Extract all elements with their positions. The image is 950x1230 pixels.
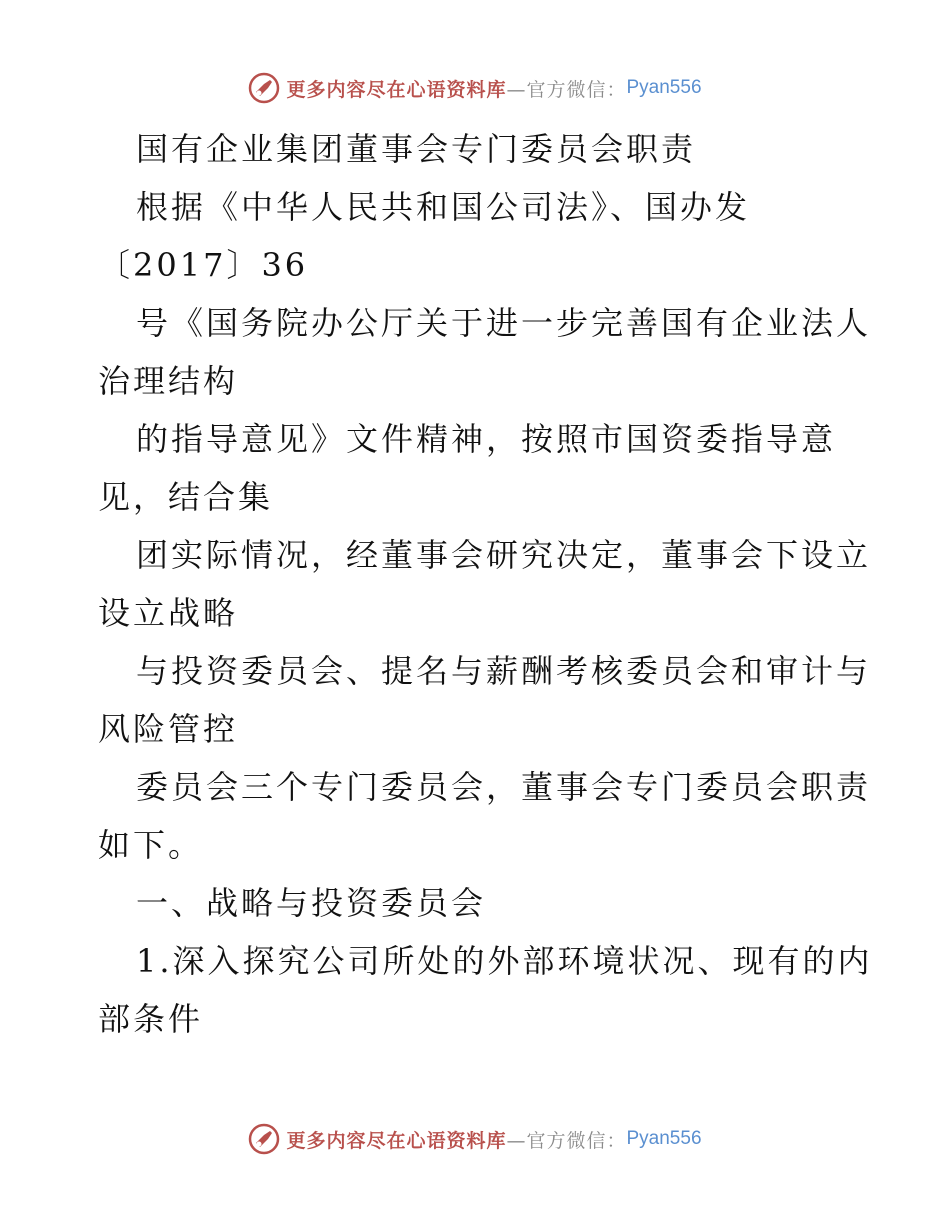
book-pen-logo-icon — [248, 1123, 280, 1155]
paragraph-line: 〔2017〕36 — [98, 246, 309, 284]
watermark-wechat-id: Pyan556 — [626, 77, 702, 98]
paragraph-line: 部条件 — [98, 1000, 204, 1038]
header-watermark — [0, 68, 950, 108]
paragraph-line: 的指导意见》文件精神，按照市国资委指导意 — [136, 420, 837, 458]
watermark-main-text: 更多内容尽在心语资料库 — [286, 1129, 507, 1152]
document-title: 国有企业集团董事会专门委员会职责 — [136, 130, 697, 168]
watermark-separator-text: —官方微信： — [506, 78, 627, 101]
paragraph-line: 1.深入探究公司所处的外部环境状况、现有的内 — [136, 942, 873, 980]
paragraph-line: 团实际情况，经董事会研究决定，董事会下设立 — [136, 536, 872, 574]
paragraph-line: 风险管控 — [98, 710, 239, 748]
paragraph-line: 号《国务院办公厅关于进一步完善国有企业法人 — [136, 304, 872, 342]
document-body — [98, 120, 873, 1048]
watermark-main-text: 更多内容尽在心语资料库 — [286, 78, 507, 101]
book-pen-logo-icon — [248, 72, 280, 104]
paragraph-line: 设立战略 — [98, 594, 239, 632]
paragraph-line: 见，结合集 — [98, 478, 274, 516]
section-heading: 一、战略与投资委员会 — [136, 884, 487, 922]
watermark-separator-text: —官方微信： — [506, 1129, 627, 1152]
paragraph-line: 如下。 — [98, 826, 204, 864]
footer-watermark — [0, 1119, 950, 1159]
paragraph-line: 根据《中华人民共和国公司法》、国办发 — [136, 188, 751, 226]
paragraph-line: 委员会三个专门委员会，董事会专门委员会职责 — [136, 768, 872, 806]
watermark-wechat-id: Pyan556 — [626, 1128, 702, 1149]
paragraph-line: 治理结构 — [98, 362, 239, 400]
paragraph-line: 与投资委员会、提名与薪酬考核委员会和审计与 — [136, 652, 872, 690]
